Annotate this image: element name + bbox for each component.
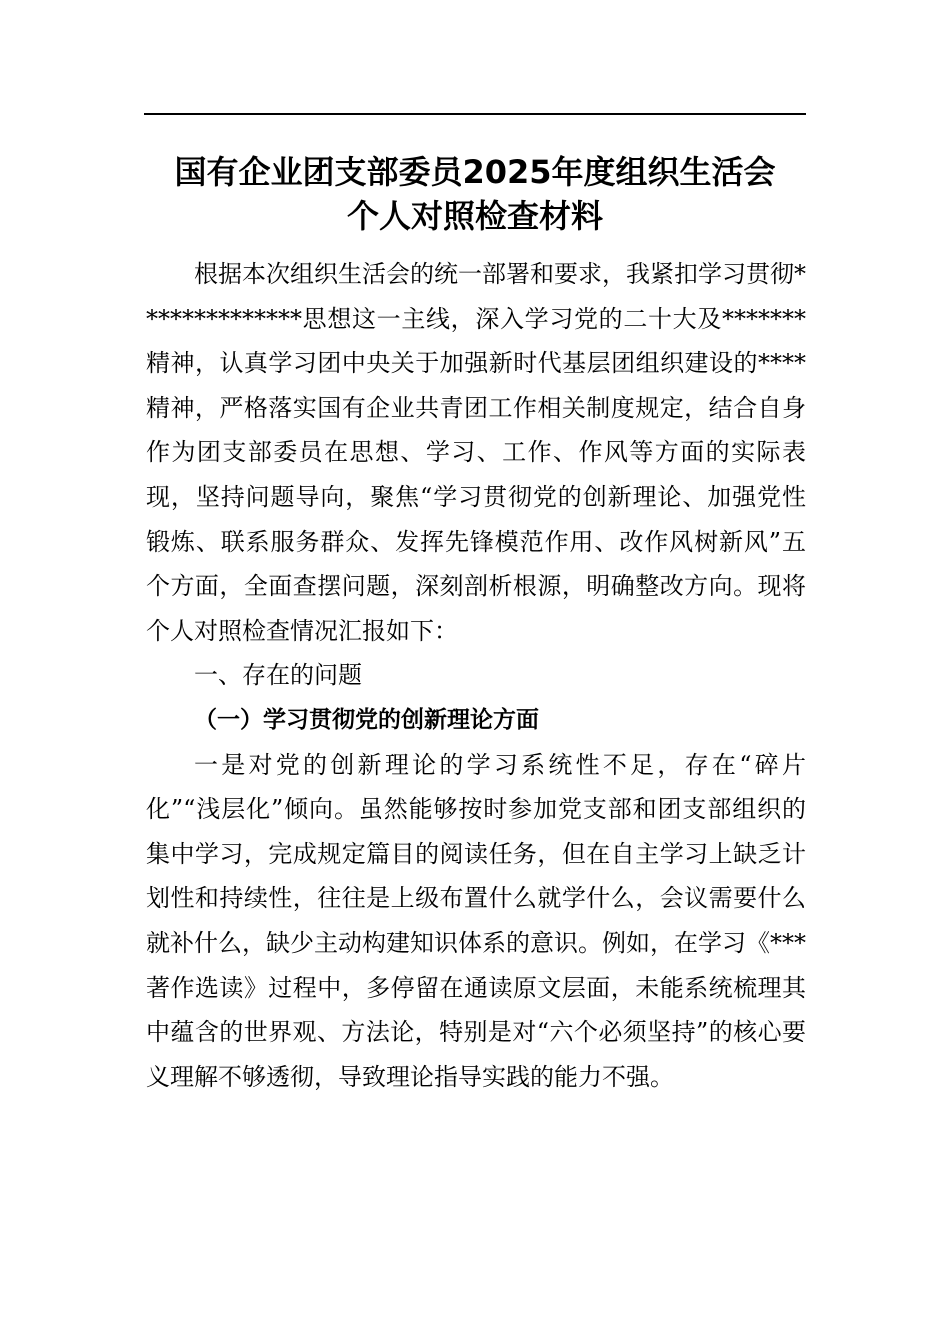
subsection-heading-theory: （一）学习贯彻党的创新理论方面 — [194, 705, 539, 733]
title-line-1: 国有企业团支部委员2025年度组织生活会 — [174, 153, 776, 191]
body-paragraph-1: 一是对党的创新理论的学习系统性不足，存在“碎片化”“浅层化”倾向。虽然能够按时参加党支部和团支部组织的集中学习，完成规定篇目的阅读任务，但在自主学习上缺乏计划性和持续性，往往是上级布置什么就学什么，会议需要什么就补什么，缺少主动构建知识体系的意识。例如，在学习《***著作选读》过程中，多停留在通读原文层面，未能系统梳理其中蕴含的世界观、方法论，特别是对“六个必须坚持”的核心要义理解不够透彻，导致理论指导实践的能力不强。 — [146, 750, 806, 1091]
document-title — [144, 150, 806, 238]
intro-paragraph: 根据本次组织生活会的统一部署和要求，我紧扣学习贯彻**************思想这一主线，深入学习党的二十大及*******精神，认真学习团中央关于加强新时代基层团组织建设的****精神，严格落实国有企业共青团工作相关制度规定，结合自身作为团支部委员在思想、学习、工作、作风等方面的实际表现，坚持问题导向，聚焦“学习贯彻党的创新理论、加强党性锻炼、联系服务群众、发挥先锋模范作用、改作风树新风”五个方面，全面查摆问题，深刻剖析根源，明确整改方向。现将个人对照检查情况汇报如下： — [146, 260, 806, 645]
header-rule — [144, 113, 806, 115]
document-body — [146, 252, 806, 1099]
title-line-2: 个人对照检查材料 — [346, 197, 603, 235]
section-heading-problems: 一、存在的问题 — [194, 661, 362, 690]
